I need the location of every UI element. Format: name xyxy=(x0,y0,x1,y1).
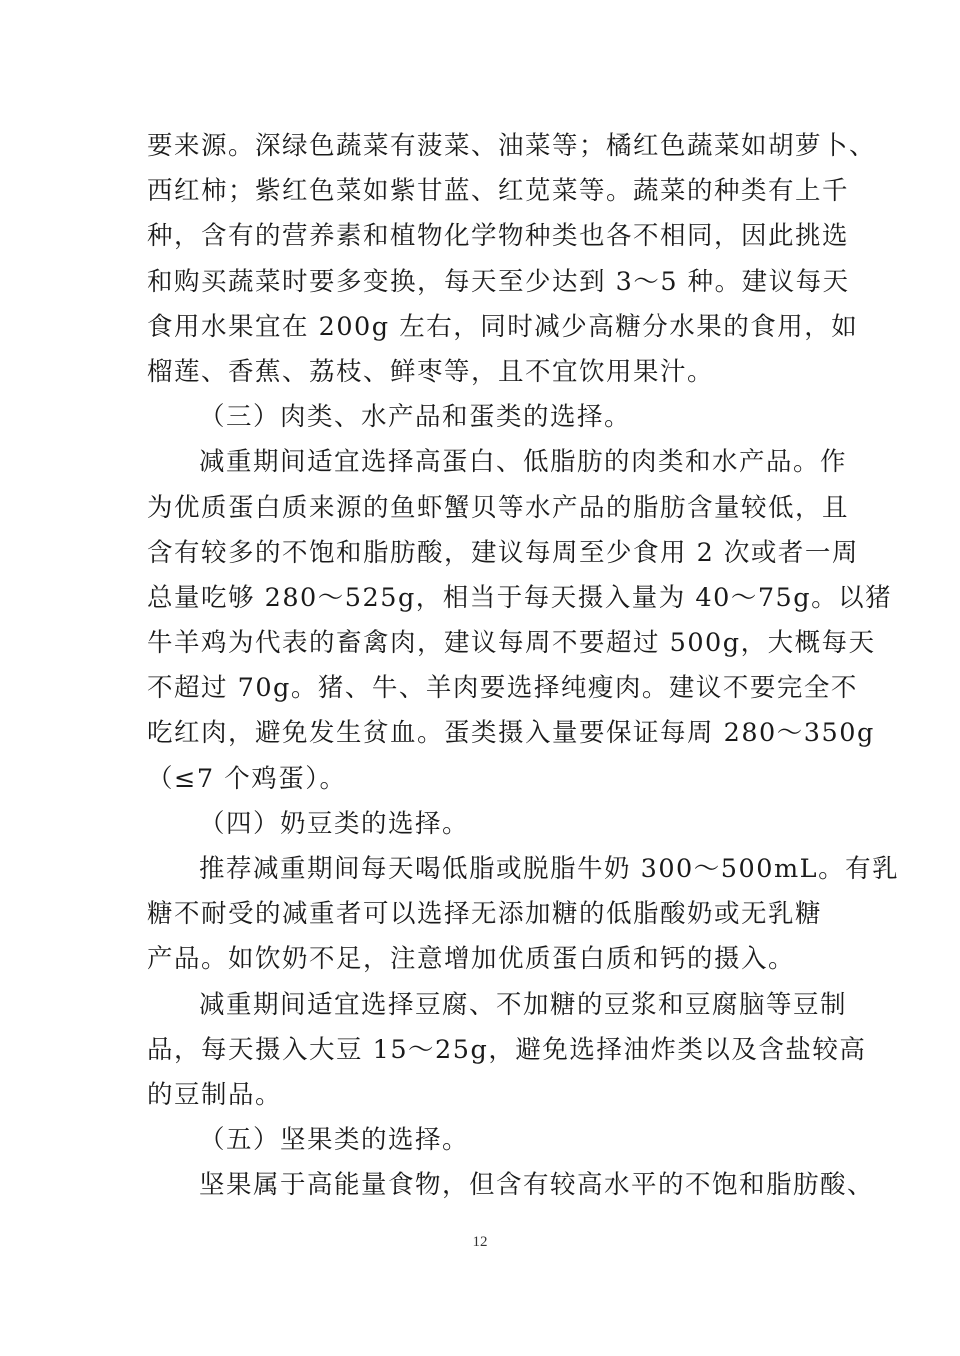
paragraph-line: 食用水果宜在 200g 左右，同时减少高糖分水果的食用，如 xyxy=(147,311,859,342)
paragraph-line: 总量吃够 280～525g，相当于每天摄入量为 40～75g。以猪 xyxy=(147,582,893,613)
paragraph-line: 种，含有的营养素和植物化学物种类也各不相同，因此挑选 xyxy=(147,221,850,252)
paragraph-line: 榴莲、香蕉、荔枝、鲜枣等，且不宜饮用果汁。 xyxy=(147,356,715,387)
page-number: 12 xyxy=(472,1234,488,1250)
paragraph-line: 牛羊鸡为代表的畜禽肉，建议每周不要超过 500g，大概每天 xyxy=(147,628,876,659)
paragraph-line: 含有较多的不饱和脂肪酸，建议每周至少食用 2 次或者一周 xyxy=(147,537,859,568)
paragraph-line: 不超过 70g。猪、牛、羊肉要选择纯瘦肉。建议不要完全不 xyxy=(147,673,858,704)
paragraph-line: 的豆制品。 xyxy=(147,1079,283,1110)
paragraph-line: 要来源。深绿色蔬菜有菠菜、油菜等；橘红色蔬菜如胡萝卜、 xyxy=(147,131,877,161)
section-heading-meat-seafood-eggs: （三）肉类、水产品和蛋类的选择。 xyxy=(199,402,632,433)
paragraph-line: 产品。如饮奶不足，注意增加优质蛋白质和钙的摄入。 xyxy=(147,944,796,975)
section-heading-nuts: （五）坚果类的选择。 xyxy=(199,1125,470,1156)
paragraph-line: 减重期间适宜选择豆腐、不加糖的豆浆和豆腐脑等豆制 xyxy=(199,989,848,1020)
paragraph-line: 糖不耐受的减重者可以选择无添加糖的低脂酸奶或无乳糖 xyxy=(147,899,823,930)
paragraph-line: 为优质蛋白质来源的鱼虾蟹贝等水产品的脂肪含量较低，且 xyxy=(147,492,850,523)
document-page xyxy=(147,124,900,1209)
paragraph-line: 西红柿；紫红色菜如紫甘蓝、红苋菜等。蔬菜的种类有上千 xyxy=(147,176,850,207)
paragraph-line: 吃红肉，避免发生贫血。蛋类摄入量要保证每周 280～350g xyxy=(147,718,875,749)
paragraph-line: 品，每天摄入大豆 15～25g，避免选择油炸类以及含盐较高 xyxy=(147,1034,867,1065)
paragraph-line: 推荐减重期间每天喝低脂或脱脂牛奶 300～500mL。有乳 xyxy=(199,854,900,884)
section-heading-dairy-beans: （四）奶豆类的选择。 xyxy=(199,808,470,839)
paragraph-line: 坚果属于高能量食物，但含有较高水平的不饱和脂肪酸、 xyxy=(199,1170,875,1201)
paragraph-line: （≤7 个鸡蛋）。 xyxy=(147,763,347,794)
paragraph-line: 和购买蔬菜时要多变换，每天至少达到 3～5 种。建议每天 xyxy=(147,266,850,297)
paragraph-line: 减重期间适宜选择高蛋白、低脂肪的肉类和水产品。作 xyxy=(199,447,848,478)
